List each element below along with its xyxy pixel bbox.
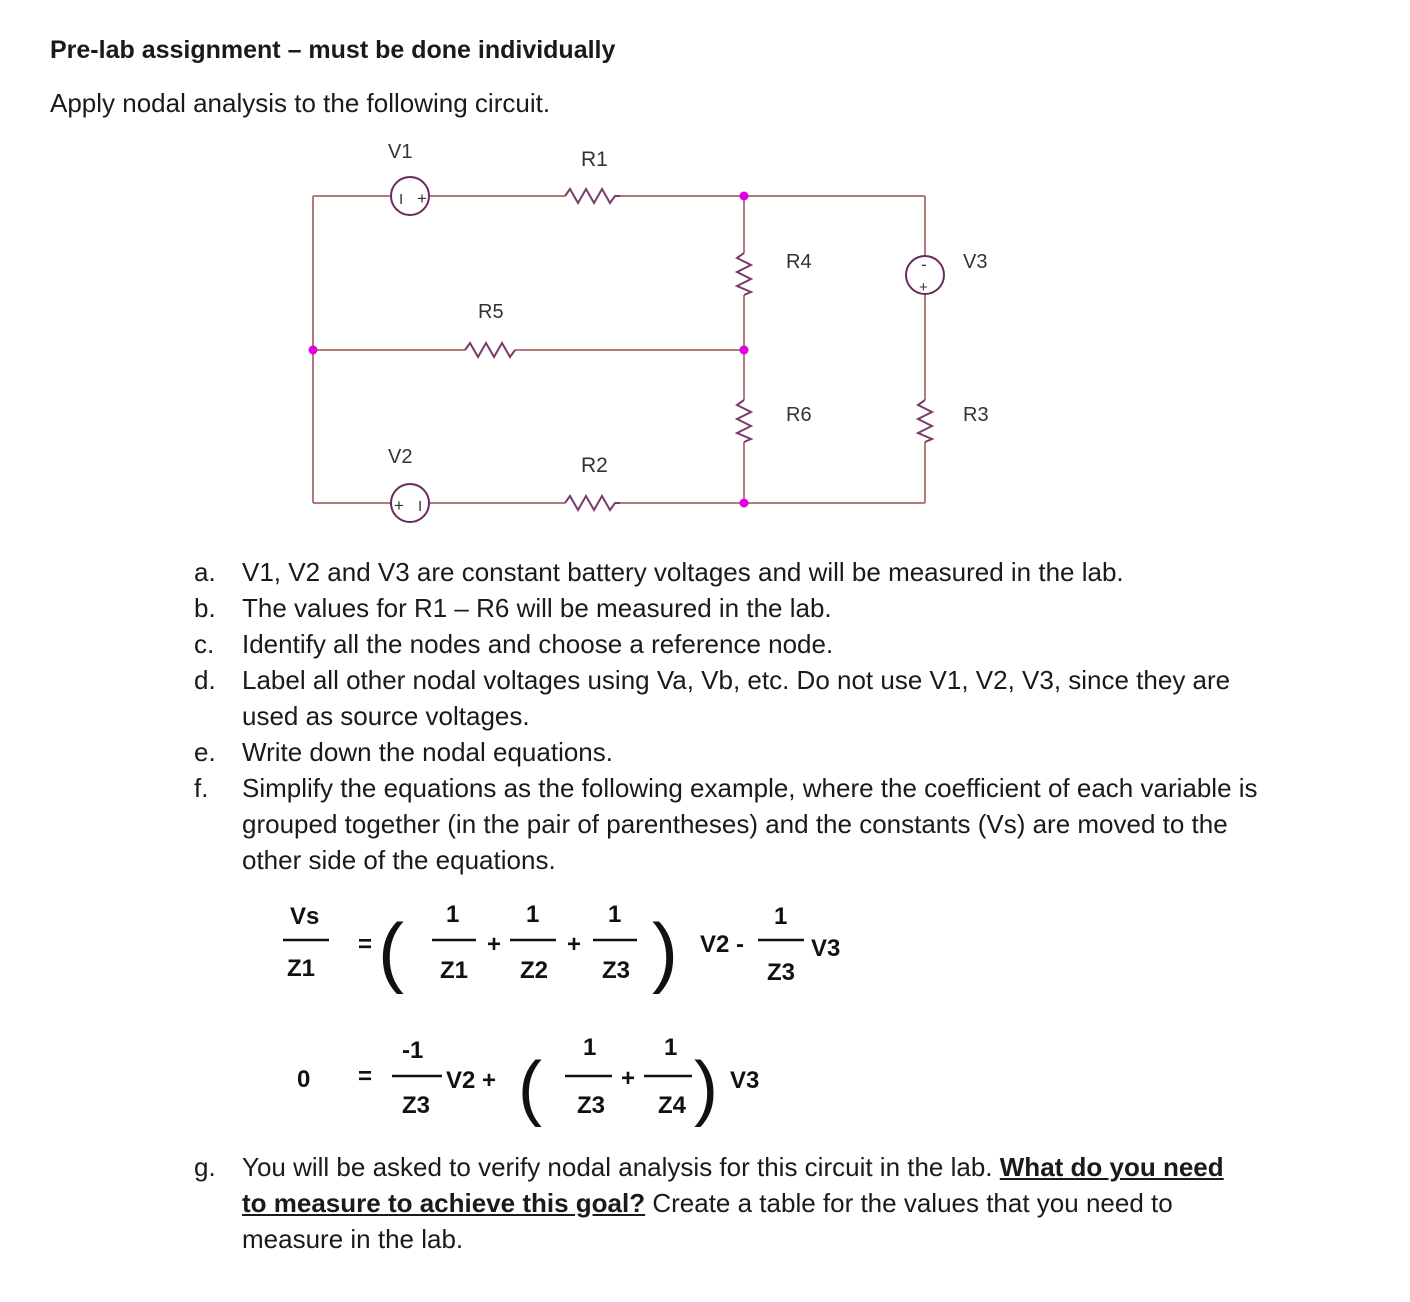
eq1-f3-num: 1 [608, 901, 622, 928]
item-g-emphasis: What do you need to measure to achieve this goal? [242, 1152, 1224, 1218]
item-text: V1, V2 and V3 are constant battery voltages and will be measured in the lab. [242, 557, 1124, 587]
eq2-var1: V2 + [446, 1067, 497, 1094]
resistor-r1 [565, 189, 620, 203]
item-text: Write down the nodal equations. [242, 737, 613, 767]
label-v1: V1 [388, 141, 413, 163]
eq1-open-paren: ( [378, 907, 404, 995]
eq1-lhs-num: Vs [290, 903, 320, 930]
node-center [740, 346, 749, 355]
eq1-f3-den: Z3 [602, 957, 631, 984]
eq2-plus: + [621, 1065, 636, 1092]
circuit-diagram [0, 0, 1410, 540]
eq2-f3-num: 1 [664, 1034, 678, 1061]
item-marker: c. [194, 629, 215, 659]
list-item [0, 734, 1262, 770]
item-marker: f. [194, 773, 209, 803]
eq2-f3-den: Z4 [658, 1092, 687, 1119]
intro-text: Apply nodal analysis to the following circuit. [50, 88, 551, 118]
instruction-list [0, 554, 1410, 878]
node-top-right [740, 192, 749, 201]
eq1-equals: = [358, 931, 373, 958]
eq1-f2-den: Z2 [520, 957, 549, 984]
item-text: Identify all the nodes and choose a reference node. [242, 629, 834, 659]
label-r4: R4 [786, 251, 812, 273]
item-marker: b. [194, 593, 216, 623]
eq1-f4-den: Z3 [767, 959, 796, 986]
resistor-r4 [737, 253, 751, 295]
item-marker: e. [194, 737, 216, 767]
resistor-r5 [465, 343, 515, 357]
eq2-f2-num: 1 [583, 1034, 597, 1061]
node-bottom-right [740, 499, 749, 508]
v3-minus-mark: - [921, 255, 927, 274]
label-r6: R6 [786, 404, 812, 426]
item-marker: g. [194, 1152, 216, 1182]
v1-bar-mark: I [399, 191, 404, 208]
eq1-f4-num: 1 [774, 903, 788, 930]
eq2-f1-den: Z3 [402, 1092, 431, 1119]
item-text: Simplify the equations as the following example, where the coefficient of each variable is grouped together (in the pair of parentheses) and the constants (Vs) are moved to the other side of the equations. [242, 773, 1258, 875]
label-v3: V3 [963, 251, 988, 273]
item-text: The values for R1 – R6 will be measured in the lab. [242, 593, 832, 623]
eq2-lhs: 0 [297, 1066, 311, 1093]
eq2-equals: = [358, 1063, 373, 1090]
eq1-var2: V3 [811, 935, 841, 962]
v3-plus-mark: + [919, 279, 928, 296]
list-item [0, 554, 1262, 590]
eq1-f2-num: 1 [526, 901, 540, 928]
item-g-text-before: You will be asked to verify nodal analysis for this circuit in the lab. [242, 1152, 1000, 1182]
resistor-r3 [918, 400, 932, 442]
list-item [0, 662, 1262, 734]
resistor-r2 [565, 496, 620, 510]
eq1-lhs-den: Z1 [287, 955, 316, 982]
eq1-close-paren: ) [652, 907, 678, 995]
node-left-mid [309, 346, 318, 355]
list-item [0, 770, 1262, 878]
eq1-f1-den: Z1 [440, 957, 469, 984]
eq2-f1-num: -1 [402, 1037, 424, 1064]
item-text: Label all other nodal voltages using Va, Vb, etc. Do not use V1, V2, V3, since they are used as source voltages. [242, 665, 1231, 731]
item-g-text-after: Create a table for the values that you need to measure in the lab. [242, 1188, 1173, 1254]
v2-bar-mark: I [418, 498, 423, 515]
item-marker: d. [194, 665, 216, 695]
label-r5: R5 [478, 301, 504, 323]
eq2-var2: V3 [730, 1067, 760, 1094]
label-r1: R1 [581, 148, 608, 171]
list-item [0, 590, 1262, 626]
v1-plus-mark: + [417, 189, 427, 208]
eq2-open-paren: ( [518, 1048, 542, 1128]
list-item-g [0, 1149, 1242, 1257]
eq1-var1: V2 - [700, 931, 745, 958]
page-heading: Pre-lab assignment – must be done individually [50, 36, 616, 64]
label-r2: R2 [581, 454, 608, 477]
eq1-plus2: + [567, 931, 582, 958]
eq2-f2-den: Z3 [577, 1092, 606, 1119]
eq2-close-paren: ) [694, 1048, 718, 1128]
eq1-f1-num: 1 [446, 901, 460, 928]
v2-plus-mark: + [394, 496, 404, 515]
label-v2: V2 [388, 446, 413, 468]
resistor-r6 [737, 400, 751, 442]
label-r3: R3 [963, 404, 989, 426]
item-marker: a. [194, 557, 216, 587]
eq1-plus1: + [487, 931, 502, 958]
list-item [0, 626, 1262, 662]
